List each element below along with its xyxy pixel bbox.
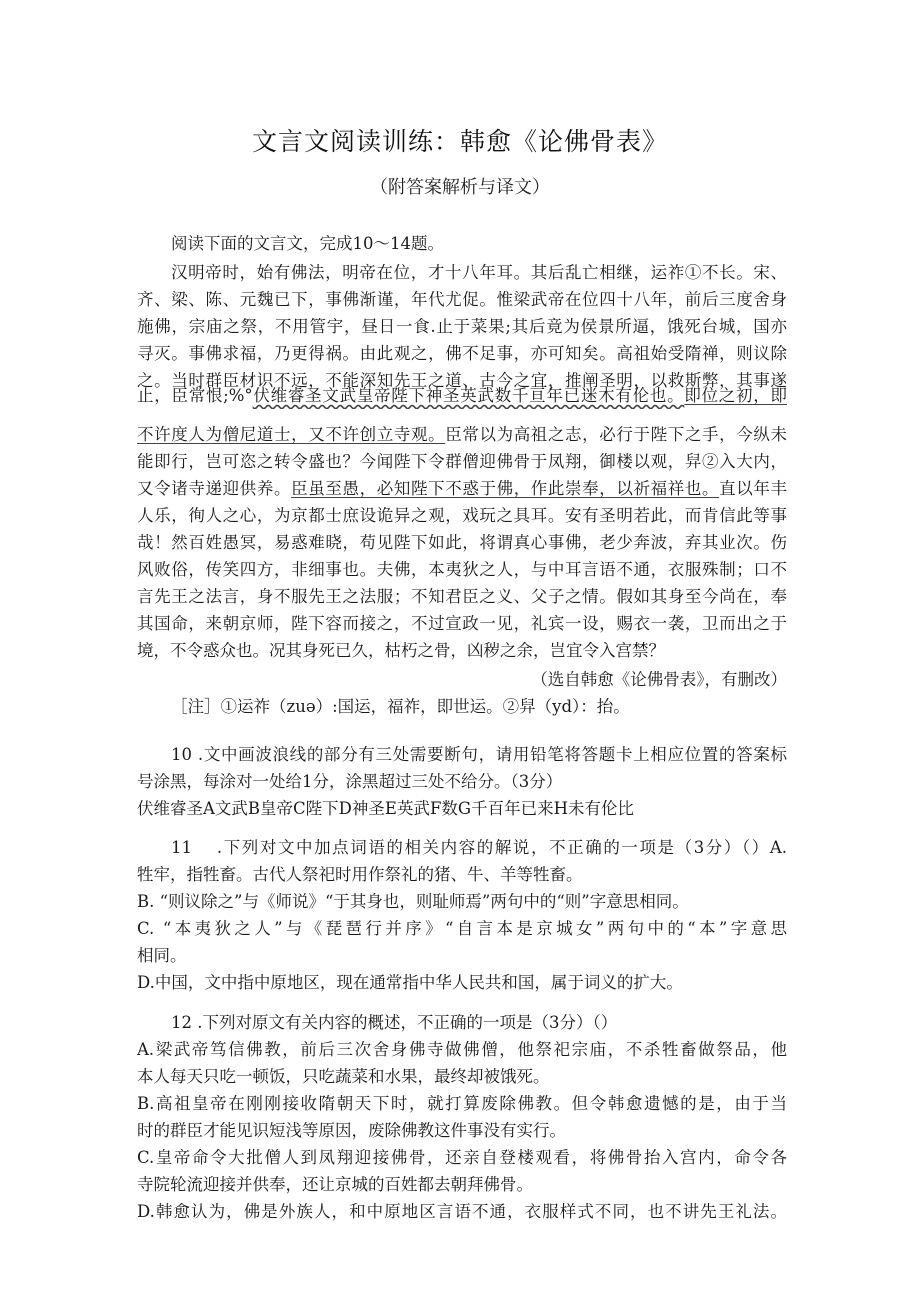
underlined-passage: 不许度人为僧尼道士，又不许创立寺观。 — [137, 425, 446, 444]
passage-line: 寻灭。事佛求福，乃更得祸。由此观之，佛不足事，亦可知矣。高祖始受隋禅，则议除 — [137, 344, 787, 363]
passage-source: （选自韩愈《论佛骨表》，有删改） — [531, 670, 787, 689]
passage-line: 齐、梁、陈、元魏已下，事佛渐谨，年代尤促。惟梁武帝在位四十八年，前后三度舍身 — [137, 290, 787, 309]
passage-text: 又令诸寺递迎供养。 — [137, 479, 292, 498]
passage-line: 人乐，徇人之心，为京都士庶设诡异之观，戏玩之具耳。安有圣明若此，而肯信此等事 — [137, 506, 787, 525]
question-11-line: B. “则议除之”与《师说》“于其身也，则耻师焉”两句中的“则”字意思相同。 — [137, 892, 689, 911]
passage-line: 风败俗，传笑四方，非细事也。夫佛，本夷狄之人，与中耳言语不通，衣服殊制；口不 — [137, 560, 787, 579]
question-12-line: 寺院轮流迎接并供奉，还让京城的百姓都去朝拜佛骨。 — [137, 1175, 533, 1194]
question-11-line: 牲牢，指牲畜。古代人祭祀时用作祭礼的猪、牛、羊等牲畜。 — [137, 865, 583, 884]
question-12-line: 12 .下列对原文有关内容的概述，不正确的一项是（3分）（） — [171, 1013, 618, 1032]
question-12-line: 时的群臣才能见识短浅等原因，废除佛教这件事没有实行。 — [137, 1121, 566, 1140]
question-11-line: D.中国，文中指中原地区，现在通常指中华人民共和国，属于词义的扩大。 — [137, 973, 683, 992]
passage-line: 能即行，岂可恣之转令盛也？今闻陛下令群僧迎佛骨于凤翔，御楼以观，舁②入大内， — [137, 452, 787, 471]
question-12-line: D.韩愈认为，佛是外族人，和中原地区言语不通，衣服样式不同，也不讲先王礼法。 — [137, 1202, 787, 1221]
passage-line: 施佛，宗庙之祭，不用管宇，昼日一食.止于菜果;其后竟为侯景所逼，饿死台城，国亦 — [137, 317, 787, 336]
passage-line: 之。当时群臣材识不远，不能深知先王之道、古今之宜，推阐圣明，以救斯弊，其事遂 — [137, 371, 787, 390]
passage-note: ［注］①运祚（zuə）:国运，福祚，即世运。②舁（yd）：抬。 — [171, 697, 630, 716]
question-11-line: 11 .下列对文中加点词语的相关内容的解说，不正确的一项是（3分）（）A. — [171, 838, 787, 857]
question-11-line: 相同。 — [137, 946, 187, 965]
passage-text: 直以年丰 — [719, 479, 787, 498]
question-10-line: 伏维睿圣A文武B皇帝C陛下D神圣E英武F数G千百年已来H未有伦比 — [137, 799, 634, 818]
passage-line: 境，不令惑众也。况其身死已久，枯朽之骨，凶秽之余，岂宜令入宫禁？ — [137, 641, 665, 660]
passage-text: 臣常以为高祖之志，必行于陛下之手，今纵未 — [445, 425, 787, 444]
passage-line: 汉明帝时，始有佛法，明帝在位，才十八年耳。其后乱亡相继，运祚①不长。宋、 — [171, 263, 787, 282]
passage-line: 其国命，来朝京师，陛下容而接之，不过宣政一见，礼宾一设，赐衣一袭，卫而出之于 — [137, 614, 787, 633]
passage-line — [137, 476, 787, 502]
question-12-line: B.高祖皇帝在刚刚接收隋朝天下时，就打算废除佛教。但令韩愈遗憾的是，由于当 — [137, 1094, 787, 1113]
question-10-line: 10 .文中画波浪线的部分有三处需要断句，请用铅笔将答题卡上相应位置的答案标 — [171, 745, 787, 764]
passage-line: 言先王之法言，身不服先王之法服；不知君臣之义、父子之情。假如其身至今尚在，奉 — [137, 587, 787, 606]
question-12-line: C.皇帝命令大批僧人到凤翔迎接佛骨，还亲自登楼观看，将佛骨抬入宫内，命令各 — [137, 1148, 787, 1167]
passage-text: 止，臣常恨;%° — [137, 386, 253, 405]
page-title: 文言文阅读训练：韩愈《论佛骨表》 — [251, 127, 668, 156]
intro-instruction: 阅读下面的文言文，完成10～14题。 — [171, 234, 444, 253]
passage-line: 哉！然百姓愚冥，易惑难晓，苟见陛下如此，将谓真心事佛，老少奔波，弃其业次。伤 — [137, 533, 787, 552]
wavy-underlined-passage: 伏维睿圣文武皇帝陛下神圣英武数千亘年已迷木有伦也。 — [252, 386, 685, 405]
question-11-line: C. “本夷狄之人”与《琵琶行并序》“自言本是京城女”两句中的“本”字意思 — [137, 919, 787, 938]
question-12-line: 本人每天只吃一顿饭，只吃蔬菜和水果，最终却被饿死。 — [137, 1067, 550, 1086]
page-subtitle: （附答案解析与译文） — [370, 177, 550, 198]
underlined-passage: 即位之初，即 — [684, 386, 787, 405]
question-12-line: A.梁武帝笃信佛教，前后三次舍身佛寺做佛僧，他祭祀宗庙，不杀牲畜做祭品，他 — [137, 1040, 787, 1059]
question-10-line: 号涂黑，每涂对一处给1分，涂黑超过三处不给分。（3分） — [137, 772, 563, 791]
underlined-passage: 臣虽至愚，必知陛下不惑于佛，作此崇奉，以祈福祥也。 — [291, 479, 720, 498]
passage-line — [137, 383, 787, 409]
passage-line — [137, 422, 787, 448]
